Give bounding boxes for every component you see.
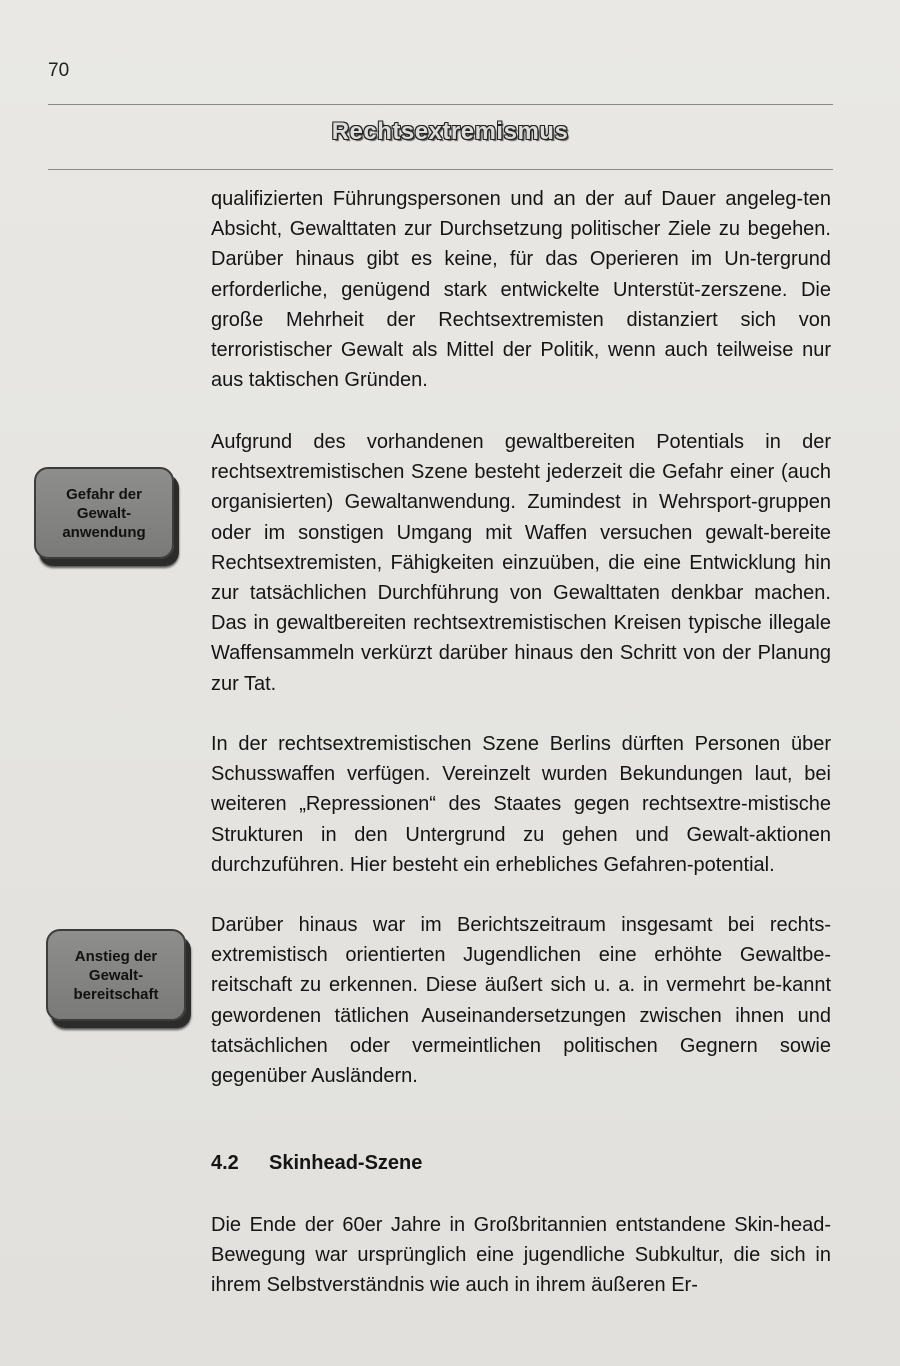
section-number: 4.2 [211, 1152, 239, 1174]
running-title: Rechtsextremismus [331, 118, 569, 145]
margin-note-label: Anstieg der Gewalt- bereitschaft [73, 947, 159, 1003]
section-title: Skinhead-Szene [269, 1152, 423, 1174]
body-paragraph: qualifizierten Führungspersonen und an der auf Dauer angeleg-ten Absicht, Gewalttaten zur Durchsetzung politischer Ziele zu begehen. Darüber hinaus gibt es keine, für das Operieren im Un-tergrund erforderliche, genügend stark entwickelte Unterstüt-zerszene. Die große Mehrheit der Rechtsextremisten distanziert sich von terroristischer Gewalt als Mittel der Politik, wenn auch teilweise nur aus taktischen Gründen. [211, 188, 831, 392]
body-paragraph: Aufgrund des vorhandenen gewaltbereiten Potentials in der rechtsextremistischen Szene besteht jederzeit die Gefahr einer (auch organisierten) Gewaltanwendung. Zumindest in Wehrsport-gruppen oder im sonstigen Umgang mit Waffen versuchen gewalt-bereite Rechtsextremisten, Fähigkeiten einzuüben, die eine Entwicklung hin zur tatsächlichen Durchführung von Gewalttaten denkbar machen. Das in gewaltbereiten rechtsextremistischen Kreisen typische illegale Waffensammeln verkürzt darüber hinaus den Schritt von der Planung zur Tat. [211, 431, 831, 695]
header-rule-bottom [48, 169, 833, 170]
margin-note-label: Gefahr der Gewalt- anwendung [62, 485, 146, 541]
section-paragraph: Die Ende der 60er Jahre in Großbritannien entstandene Skin-head-Bewegung war ursprünglich eine jugendliche Subkultur, die sich in ihrem Selbstverständnis wie auch in ihrem äußeren Er- [211, 1214, 831, 1297]
section-heading [211, 1152, 422, 1175]
header-rule-top [48, 104, 833, 105]
margin-note-gewaltanwendung [34, 467, 174, 559]
margin-note-gewaltbereitschaft [46, 929, 186, 1021]
body-paragraph: In der rechtsextremistischen Szene Berlins dürften Personen über Schusswaffen verfügen. Vereinzelt wurden Bekundungen laut, bei weiteren „Repressionen“ des Staates gegen rechtsextre-mistische Strukturen in den Untergrund zu gehen und Gewalt-aktionen durchzuführen. Hier besteht ein erhebliches Gefahren-potential. [211, 733, 831, 876]
page-number: 70 [48, 60, 70, 81]
body-paragraph: Darüber hinaus war im Berichtszeitraum insgesamt bei rechts-extremistisch orientierten Jugendlichen eine erhöhte Gewaltbe-reitschaft zu erkennen. Diese äußert sich u. a. in vermehrt be-kannt gewordenen tätlichen Auseinandersetzungen zwischen ihnen und tatsächlichen oder vermeintlichen politischen Gegnern sowie gegenüber Ausländern. [211, 914, 831, 1088]
